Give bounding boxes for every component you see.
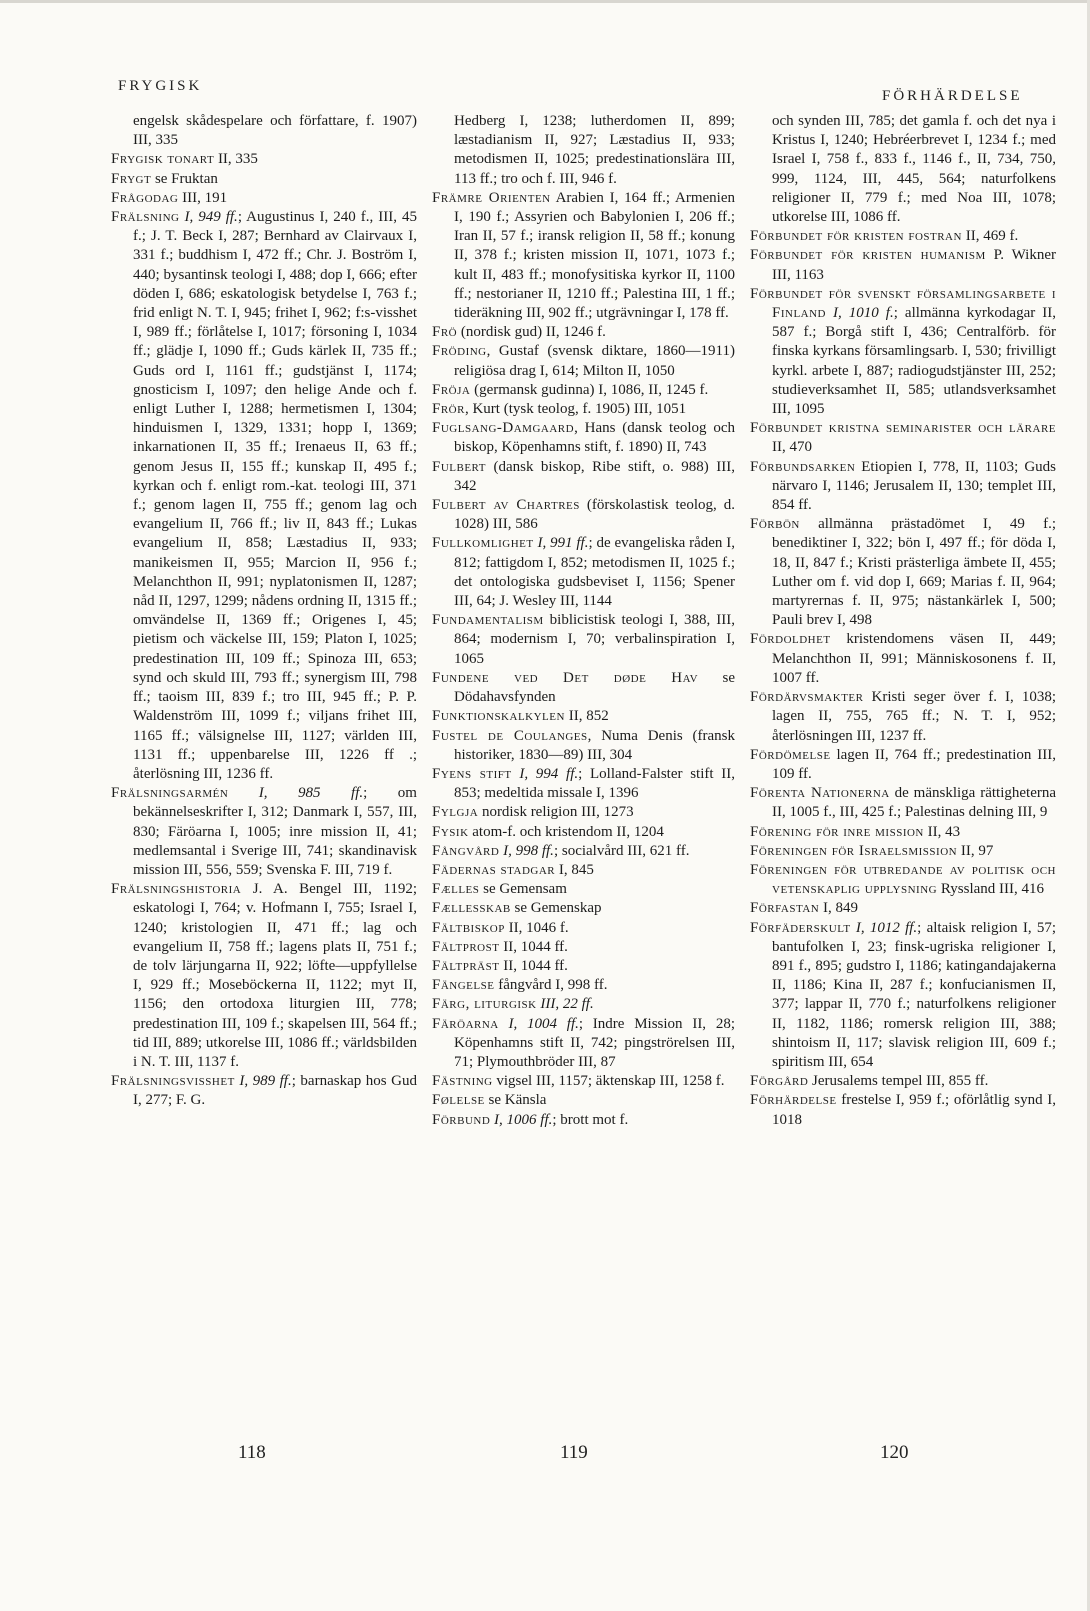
entry-text: ; barnaskap hos Gud I, 277; F. G. xyxy=(133,1073,417,1109)
headword: Følelse xyxy=(432,1092,485,1109)
main-reference: I, 989 ff. xyxy=(234,1073,292,1090)
headword: Fulbert xyxy=(432,458,486,475)
headword: Fullkomlighet xyxy=(432,535,534,552)
main-reference: I, 1012 ff. xyxy=(850,919,918,936)
headword: Frör xyxy=(432,401,465,418)
headword: Fællesskab xyxy=(432,900,511,917)
headword: Fustel de Coulanges xyxy=(432,727,588,744)
index-column-3 xyxy=(750,112,1056,1130)
headword: Fuglsang-Damgaard xyxy=(432,420,575,437)
headword: Förbundet för kristen fostran xyxy=(750,228,962,245)
entry-text: II, 470 xyxy=(772,439,812,456)
entry-text: II, 335 xyxy=(214,151,258,168)
main-reference: I, 991 ff. xyxy=(533,535,589,552)
entry-text: ; Indre Mission II, 28; Köpenhamns stift II, 742; pingströrelsen III, 71; Plymouthbröder III, 87 xyxy=(454,1015,735,1070)
headword: Fylgja xyxy=(432,804,479,821)
headword: Förbund xyxy=(432,1111,491,1128)
headword: Fördoldhet xyxy=(750,631,831,648)
index-entry xyxy=(432,400,735,419)
page-number-120: 120 xyxy=(880,1442,909,1463)
index-entry xyxy=(111,784,417,880)
index-entry xyxy=(111,150,417,169)
entry-text: ; Lolland-Falster stift II, 853; medeltida missale I, 1396 xyxy=(454,765,735,802)
index-entry xyxy=(750,899,1056,918)
headword: Fröja xyxy=(432,381,471,398)
entry-text: III, 191 xyxy=(178,189,228,206)
index-entry xyxy=(750,1072,1056,1091)
index-entry xyxy=(432,1072,735,1091)
entry-text: nordisk religion III, 1273 xyxy=(478,804,634,821)
headword: Förfäderskult xyxy=(750,919,851,936)
headword: Främre Orienten xyxy=(432,189,551,206)
entry-text: II, 43 xyxy=(923,823,961,840)
main-reference: I, 985 ff. xyxy=(228,785,364,802)
headword: Förbundsarken xyxy=(750,458,856,475)
headword: Fröding xyxy=(432,343,487,360)
headword: Fundamentalism xyxy=(432,612,544,629)
index-entry xyxy=(750,746,1056,784)
entry-text: , Gustaf (svensk diktare, 1860—1911) religiösa drag I, 614; Milton II, 1050 xyxy=(454,343,735,379)
headword: Fädernas stadgar xyxy=(432,861,556,878)
index-entry xyxy=(432,803,735,822)
index-entry xyxy=(750,784,1056,822)
headword: Föreningen för Israelsmission xyxy=(750,842,958,859)
headword: Förbundet för svenskt församlingsarbete i Finland xyxy=(750,285,1056,322)
index-entry xyxy=(750,246,1056,284)
entry-text: I, 849 xyxy=(819,900,858,917)
headword: Fysik xyxy=(432,823,469,840)
index-entry xyxy=(111,208,417,784)
index-entry xyxy=(750,1091,1056,1129)
entry-text: och synden III, 785; det gamla f. och det nya i Kristus I, 1240; Hebréerbrevet I, 1234 f.; med Israel I, 758 f., 833 f., 1146 f., II, 734, 750, 999, 1124, III, 445, 564; naturfolkens religioner II, 779 f.; med Noa III, 1078; utkorelse III, 1086 ff. xyxy=(772,113,1056,226)
entry-text: II, 1044 ff. xyxy=(499,957,568,974)
index-entry xyxy=(432,938,735,957)
index-entry xyxy=(432,381,735,400)
headword: Förbundet för kristen humanism xyxy=(750,247,986,264)
index-entry xyxy=(750,419,1056,457)
index-entry xyxy=(432,823,735,842)
entry-text: ; altaisk religion I, 57; bantufolken I, 23; finsk-ugriska religioner I, 891 f., 895; gudstro I, 1186; katingandajakerna II, 1186; Kina II, 287 f.; konfucianismen II, 377; lappar II, 770 f.; naturfolkens religioner II, 1182, 1186; romersk religion III, 388; shintoism II, 117; slavisk religion III, 609 f.; spiritism III, 654 xyxy=(772,919,1056,1070)
headword: Fördömelse xyxy=(750,746,831,763)
entry-text: Ryssland III, 416 xyxy=(937,881,1044,898)
index-entry xyxy=(432,669,735,707)
headword: Fältprost xyxy=(432,938,500,955)
index-entry xyxy=(432,995,735,1014)
entry-text: frestelse I, 959 f.; oförlåtlig synd I, 1018 xyxy=(772,1092,1056,1128)
entry-text: ; om bekännelseskrifter I, 312; Danmark I, 557, III, 830; Färöarna I, 1005; inre mission II, 41; medlemsantal i Sverige III, 741; skandinavisk mission III, 556, 559; Svenska F. III, 719 f. xyxy=(133,785,417,878)
entry-text: II, 1044 ff. xyxy=(499,938,568,955)
headword: Fångvård xyxy=(432,842,500,859)
entry-text: se Gemensam xyxy=(479,881,567,898)
index-entry xyxy=(432,189,735,323)
index-entry xyxy=(432,707,735,726)
index-entry xyxy=(432,458,735,496)
index-entry xyxy=(750,842,1056,861)
entry-text: Etiopien I, 778, II, 1103; Guds närvaro I, 1146; Jerusalem II, 130; templet III, 854 ff. xyxy=(772,458,1056,514)
entry-text: , Hans (dansk teolog och biskop, Köpenhamns stift, f. 1890) II, 743 xyxy=(454,420,735,456)
headword: Fältbiskop xyxy=(432,919,505,936)
entry-text: II, 852 xyxy=(564,708,609,725)
headword: Fältpräst xyxy=(432,957,500,974)
entry-text: (germansk gudinna) I, 1086, II, 1245 f. xyxy=(470,381,709,398)
page-number-119: 119 xyxy=(560,1442,588,1463)
headword: Fælles xyxy=(432,881,480,898)
index-entry xyxy=(432,1015,735,1073)
index-entry xyxy=(750,919,1056,1073)
index-entry xyxy=(111,112,417,150)
headword: Fängelse xyxy=(432,977,495,994)
entry-text: se Känsla xyxy=(484,1092,547,1109)
index-entry xyxy=(750,861,1056,899)
headword: Frälsning xyxy=(111,209,180,226)
index-entry xyxy=(432,861,735,880)
index-entry xyxy=(432,957,735,976)
index-entry xyxy=(750,112,1056,227)
entry-text: se Gemenskap xyxy=(510,900,602,917)
index-entry xyxy=(111,880,417,1072)
headword: Fördärvsmakter xyxy=(750,689,864,706)
headword: Fästning xyxy=(432,1073,493,1090)
entry-text: engelsk skådespelare och författare, f. 1907) III, 335 xyxy=(133,113,417,149)
headword: Förhärdelse xyxy=(750,1092,837,1109)
headword: Frälsningsarmén xyxy=(111,785,229,802)
index-entry xyxy=(111,170,417,189)
headword: Förening för inre mission xyxy=(750,823,924,840)
headword: Funktionskalkylen xyxy=(432,708,565,725)
index-entry xyxy=(750,688,1056,746)
headword: Frågodag xyxy=(111,189,179,206)
headword: Frygt xyxy=(111,170,152,187)
entry-text: ; allmänna kyrkodagar II, 587 f.; Borgå stift I, 436; Centralförb. för finska kyrkans församlingsarb. I, 530; frivilligt kyrkl. arbete I, 887; radiogudstjänster III, 252; studieverksamhet II, 585; utlandsverksamhet III, 1095 xyxy=(772,305,1056,418)
headword: Frygisk tonart xyxy=(111,151,215,168)
index-entry xyxy=(432,1091,735,1110)
running-head-left: FRYGISK xyxy=(118,78,203,94)
headword: Fulbert av Chartres xyxy=(432,497,580,514)
entry-text: Arabien I, 164 ff.; Armenien I, 190 f.; Assyrien och Babylonien I, 206 ff.; Iran II, 57 f.; iransk religion II, 58 ff.; konung II, 378 f.; kristen mission II, 1071, 1073 f.; kult II, 483 ff.; monofysitiska kyrkor II, 1100 ff.; nestorianer II, 1210 ff.; Palestina III, 1 ff.; tideräkning III, 902 ff.; utgrävningar I, 178 ff. xyxy=(454,189,736,322)
entry-text: se Fruktan xyxy=(151,170,218,187)
main-reference: III, 22 ff. xyxy=(536,996,594,1013)
entry-text: ; Augustinus I, 240 f., III, 45 f.; J. T. Beck I, 287; Bernhard av Clairvaux I, 331 f.; buddhism I, 472 ff.; Chr. J. Boström I, 440; bysantinsk teologi I, 488; dop I, 666; efter döden I, 686; eskatologisk betydelse I, 763 f.; frid enligt N. T. I, 945; frihet I, 962; f:s-visshet I, 989 ff.; förlåtelse I, 1017; försoning I, 1034 ff.; glädje I, 1090 ff.; Guds kärlek II, 735 ff.; Guds ord I, 1161 ff.; gudstjänst I, 1174; gnosticism I, 1097; den helige Ande och f. enligt Luther I, 1288; hermetismen I, 1304; hinduismen I, 1329, 1331; hopp I, 1369; inkarnationen II, 35 ff.; Irenaeus II, 63 ff.; genom Jesus II, 155 ff.; kunskap II, 495 f.; kyrkan och f. enligt rom.-kat. teologi III, 371 f.; genom lagen II, 755 ff.; genom lag och evangelium II, 766 ff.; liv II, 843 ff.; Lukas evangelium II, 858; Læstadius II, 933; manikeismen II, 955; Marcion II, 956 f.; Melanchthon II, 991; nyplatonismen II, 1287; nåd II, 1297, 1299; nådens ordning II, 1315 ff.; omvändelse II, 1369 ff.; Origenes I, 45; pietism och väckelse III, 159; Platon I, 1025; predestination III, 109 ff.; Spinoza III, 653; synd och skuld III, 793 ff.; synergism III, 798 ff.; taoism III, 839 f.; tro III, 945 ff.; P. P. Waldenström III, 1099 f.; viljans frihet III, 1165 ff.; välsignelse III, 1127; världen III, 1131 ff.; uppenbarelse III, 1226 ff .; återlösning III, 1236 ff. xyxy=(133,209,417,782)
entry-text: , Kurt (tysk teolog, f. 1905) III, 1051 xyxy=(464,401,687,418)
index-entry xyxy=(111,1072,417,1110)
index-entry xyxy=(750,458,1056,516)
headword: Förfastan xyxy=(750,900,820,917)
headword: Förenta Nationerna xyxy=(750,785,890,802)
headword: Fyens stift xyxy=(432,765,512,782)
headword: Förgård xyxy=(750,1073,809,1090)
entry-text: vigsel III, 1157; äktenskap III, 1258 f. xyxy=(492,1073,725,1090)
index-entry xyxy=(750,823,1056,842)
entry-text: biblicistisk teologi I, 388, III, 864; modernism I, 70; verbalinspiration I, 1065 xyxy=(454,612,735,667)
index-entry xyxy=(432,976,735,995)
headword: Färg, liturgisk xyxy=(432,996,537,1013)
entry-text: de mänskliga rättigheterna II, 1005 f., III, 425 f.; Palestinas delning III, 9 xyxy=(772,785,1056,821)
index-entry xyxy=(432,496,735,534)
entry-text: lagen II, 764 ff.; predestination III, 109 ff. xyxy=(772,746,1056,782)
entry-text: se Dödahavsfynden xyxy=(454,669,735,706)
entry-text: II, 1046 f. xyxy=(504,919,569,936)
index-entry xyxy=(432,534,735,611)
entry-text: fångvård I, 998 ff. xyxy=(494,977,608,994)
index-entry xyxy=(432,112,735,189)
entry-text: atom-f. och kristendom II, 1204 xyxy=(468,823,664,840)
headword: Frö xyxy=(432,324,458,341)
entry-text: II, 469 f. xyxy=(961,228,1019,245)
index-entry xyxy=(432,323,735,342)
main-reference: I, 998 ff. xyxy=(499,842,554,859)
page-number-118: 118 xyxy=(238,1442,266,1463)
entry-text: ; de evangeliska råden I, 812; fattigdom I, 852; metodismen II, 1025 f.; det ontologiska gudsbeviset I, 1156; Spener III, 64; J. Wesley III, 1144 xyxy=(454,535,735,610)
entry-text: Kristi seger över f. I, 1038; lagen II, 755, 765 ff.; N. T. I, 952; återlösningen III, 1237 ff. xyxy=(772,689,1056,744)
index-entry xyxy=(432,899,735,918)
entry-text: (dansk biskop, Ribe stift, o. 988) III, 342 xyxy=(454,458,735,494)
entry-text: I, 845 xyxy=(555,861,594,878)
entry-text: P. Wikner III, 1163 xyxy=(772,247,1056,283)
index-entry xyxy=(432,342,735,380)
headword: Frälsningshistoria xyxy=(111,881,242,898)
entry-text: , Numa Denis (fransk historiker, 1830—89) III, 304 xyxy=(454,727,735,763)
index-entry xyxy=(111,189,417,208)
entry-text: ; socialvård III, 621 ff. xyxy=(553,842,690,859)
main-reference: I, 1010 f. xyxy=(826,305,894,322)
index-entry xyxy=(432,419,735,457)
main-reference: I, 1004 ff. xyxy=(498,1015,579,1032)
main-reference: I, 994 ff. xyxy=(511,765,579,782)
entry-text: Hedberg I, 1238; lutherdomen II, 899; læstadianism II, 927; Læstadius II, 933; metodismen II, 1025; predestinationslära III, 113 ff.; tro och f. III, 946 f. xyxy=(454,113,735,187)
main-reference: I, 949 ff. xyxy=(179,209,238,226)
index-column-2 xyxy=(432,112,735,1130)
index-column-1 xyxy=(111,112,417,1111)
entry-text: allmänna prästadömet I, 49 f.; benediktiner I, 322; bön I, 497 ff.; för döda I, 18, II, 847 f.; Kristi prästerliga ämbete II, 455; Luther om f. vid dop I, 669; Marias f. II, 964; martyrernas f. II, 975; nästankärlek I, 500; Pauli brev I, 498 xyxy=(772,516,1056,629)
entry-text: ; brott mot f. xyxy=(552,1111,629,1128)
headword: Förbundet kristna seminarister och lärare xyxy=(750,420,1056,437)
index-entry xyxy=(432,727,735,765)
headword: Föreningen för utbredande av politisk och vetenskaplig upplysning xyxy=(750,861,1056,898)
index-entry xyxy=(750,285,1056,419)
index-entry xyxy=(432,1111,735,1130)
index-entry xyxy=(432,880,735,899)
entry-text: (nordisk gud) II, 1246 f. xyxy=(457,324,606,341)
running-head-right: FÖRHÄRDELSE xyxy=(882,88,1023,104)
index-entry xyxy=(432,765,735,803)
entry-text: II, 97 xyxy=(957,842,994,859)
headword: Frälsningsvisshet xyxy=(111,1073,235,1090)
main-reference: I, 1006 ff. xyxy=(490,1111,553,1128)
index-entry xyxy=(432,842,735,861)
index-entry xyxy=(750,630,1056,688)
index-entry xyxy=(432,611,735,669)
index-entry xyxy=(750,515,1056,630)
headword: Fundene ved Det døde Hav xyxy=(432,669,699,686)
entry-text: Jerusalems tempel III, 855 ff. xyxy=(808,1073,989,1090)
top-scan-edge xyxy=(0,0,1090,3)
headword: Förbön xyxy=(750,516,800,533)
entry-text: kristendomens väsen II, 449; Melanchthon II, 991; Människosonens f. II, 1007 ff. xyxy=(772,631,1056,686)
entry-text: J. A. Bengel III, 1192; eskatologi I, 764; v. Hofmann I, 755; Israel I, 1240; kristologien II, 471 ff.; lag och evangelium II, 758 ff.; lagens plats II, 751 f.; de tolv lärjungarna II, 922; löfte—uppfyllelse I, 929 ff.; Moseböckerna II, 1122; myt II, 1156; den ortodoxa liturgien III, 778; predestination III, 109 f.; skapelsen III, 564 ff.; tid III, 889; utkorelse III, 1086 ff.; världsbilden i N. T. III, 1137 f. xyxy=(133,881,417,1070)
entry-text: (förskolastisk teolog, d. 1028) III, 586 xyxy=(454,497,735,533)
index-entry xyxy=(750,227,1056,246)
headword: Färöarna xyxy=(432,1015,499,1032)
index-entry xyxy=(432,919,735,938)
